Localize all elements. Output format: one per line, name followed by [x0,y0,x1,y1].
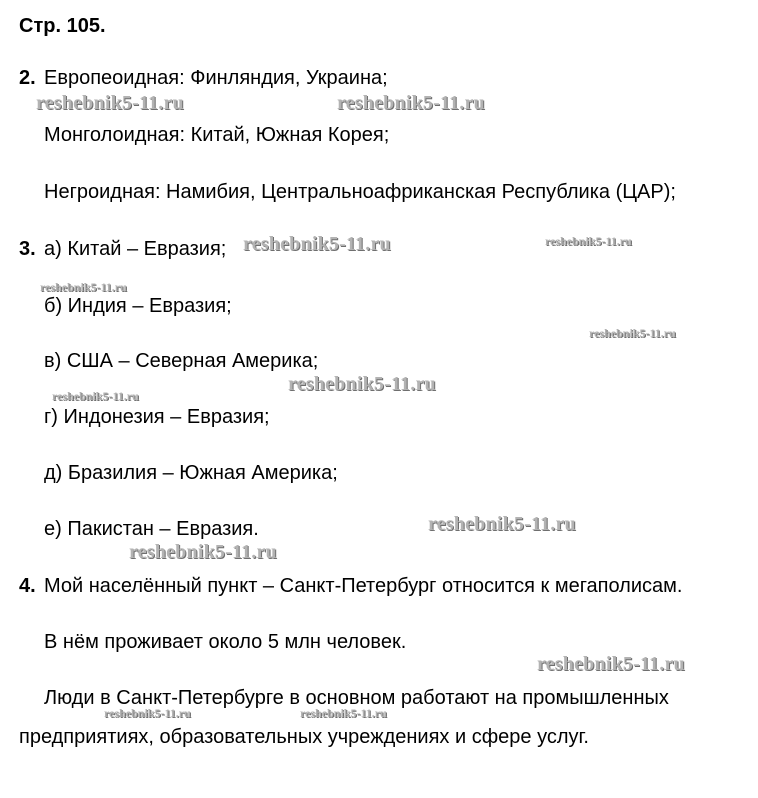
answer-2-line-1: Европеоидная: Финляндия, Украина; [44,67,388,89]
watermark: reshebnik5-11.ru [428,513,576,535]
watermark: reshebnik5-11.ru [243,233,391,255]
watermark: reshebnik5-11.ru [589,326,676,340]
answer-3-line-a: а) Китай – Евразия; [44,238,227,260]
answer-4-line-2: В нём проживает около 5 млн человек. [44,631,407,653]
watermark: reshebnik5-11.ru [104,706,191,720]
answer-4-line-4: предприятиях, образовательных учреждениях и сфере услуг. [19,726,589,748]
watermark: reshebnik5-11.ru [36,92,184,114]
answer-3-line-f: е) Пакистан – Евразия. [44,518,259,540]
watermark: reshebnik5-11.ru [52,389,139,403]
answer-3-line-c: в) США – Северная Америка; [44,350,319,372]
watermark: reshebnik5-11.ru [288,373,436,395]
watermark: reshebnik5-11.ru [40,280,127,294]
page-number: Стр. 105. [19,15,106,37]
watermark: reshebnik5-11.ru [337,92,485,114]
answer-3-line-e: д) Бразилия – Южная Америка; [44,462,338,484]
answer-2-number: 2. [19,67,36,89]
answer-3-line-b: б) Индия – Евразия; [44,295,232,317]
answer-4-line-1: Мой населённый пункт – Санкт-Петербург относится к мегаполисам. [44,575,683,597]
watermark: reshebnik5-11.ru [545,234,632,248]
watermark: reshebnik5-11.ru [129,541,277,563]
answer-4-number: 4. [19,575,36,597]
answer-3-line-d: г) Индонезия – Евразия; [44,406,270,428]
watermark: reshebnik5-11.ru [300,706,387,720]
answer-4-line-3: Люди в Санкт-Петербурге в основном работают на промышленных [44,687,669,709]
answer-2-line-3: Негроидная: Намибия, Центральноафриканская Республика (ЦАР); [44,181,676,203]
watermark: reshebnik5-11.ru [537,653,685,675]
answer-2-line-2: Монголоидная: Китай, Южная Корея; [44,124,390,146]
answer-3-number: 3. [19,238,36,260]
